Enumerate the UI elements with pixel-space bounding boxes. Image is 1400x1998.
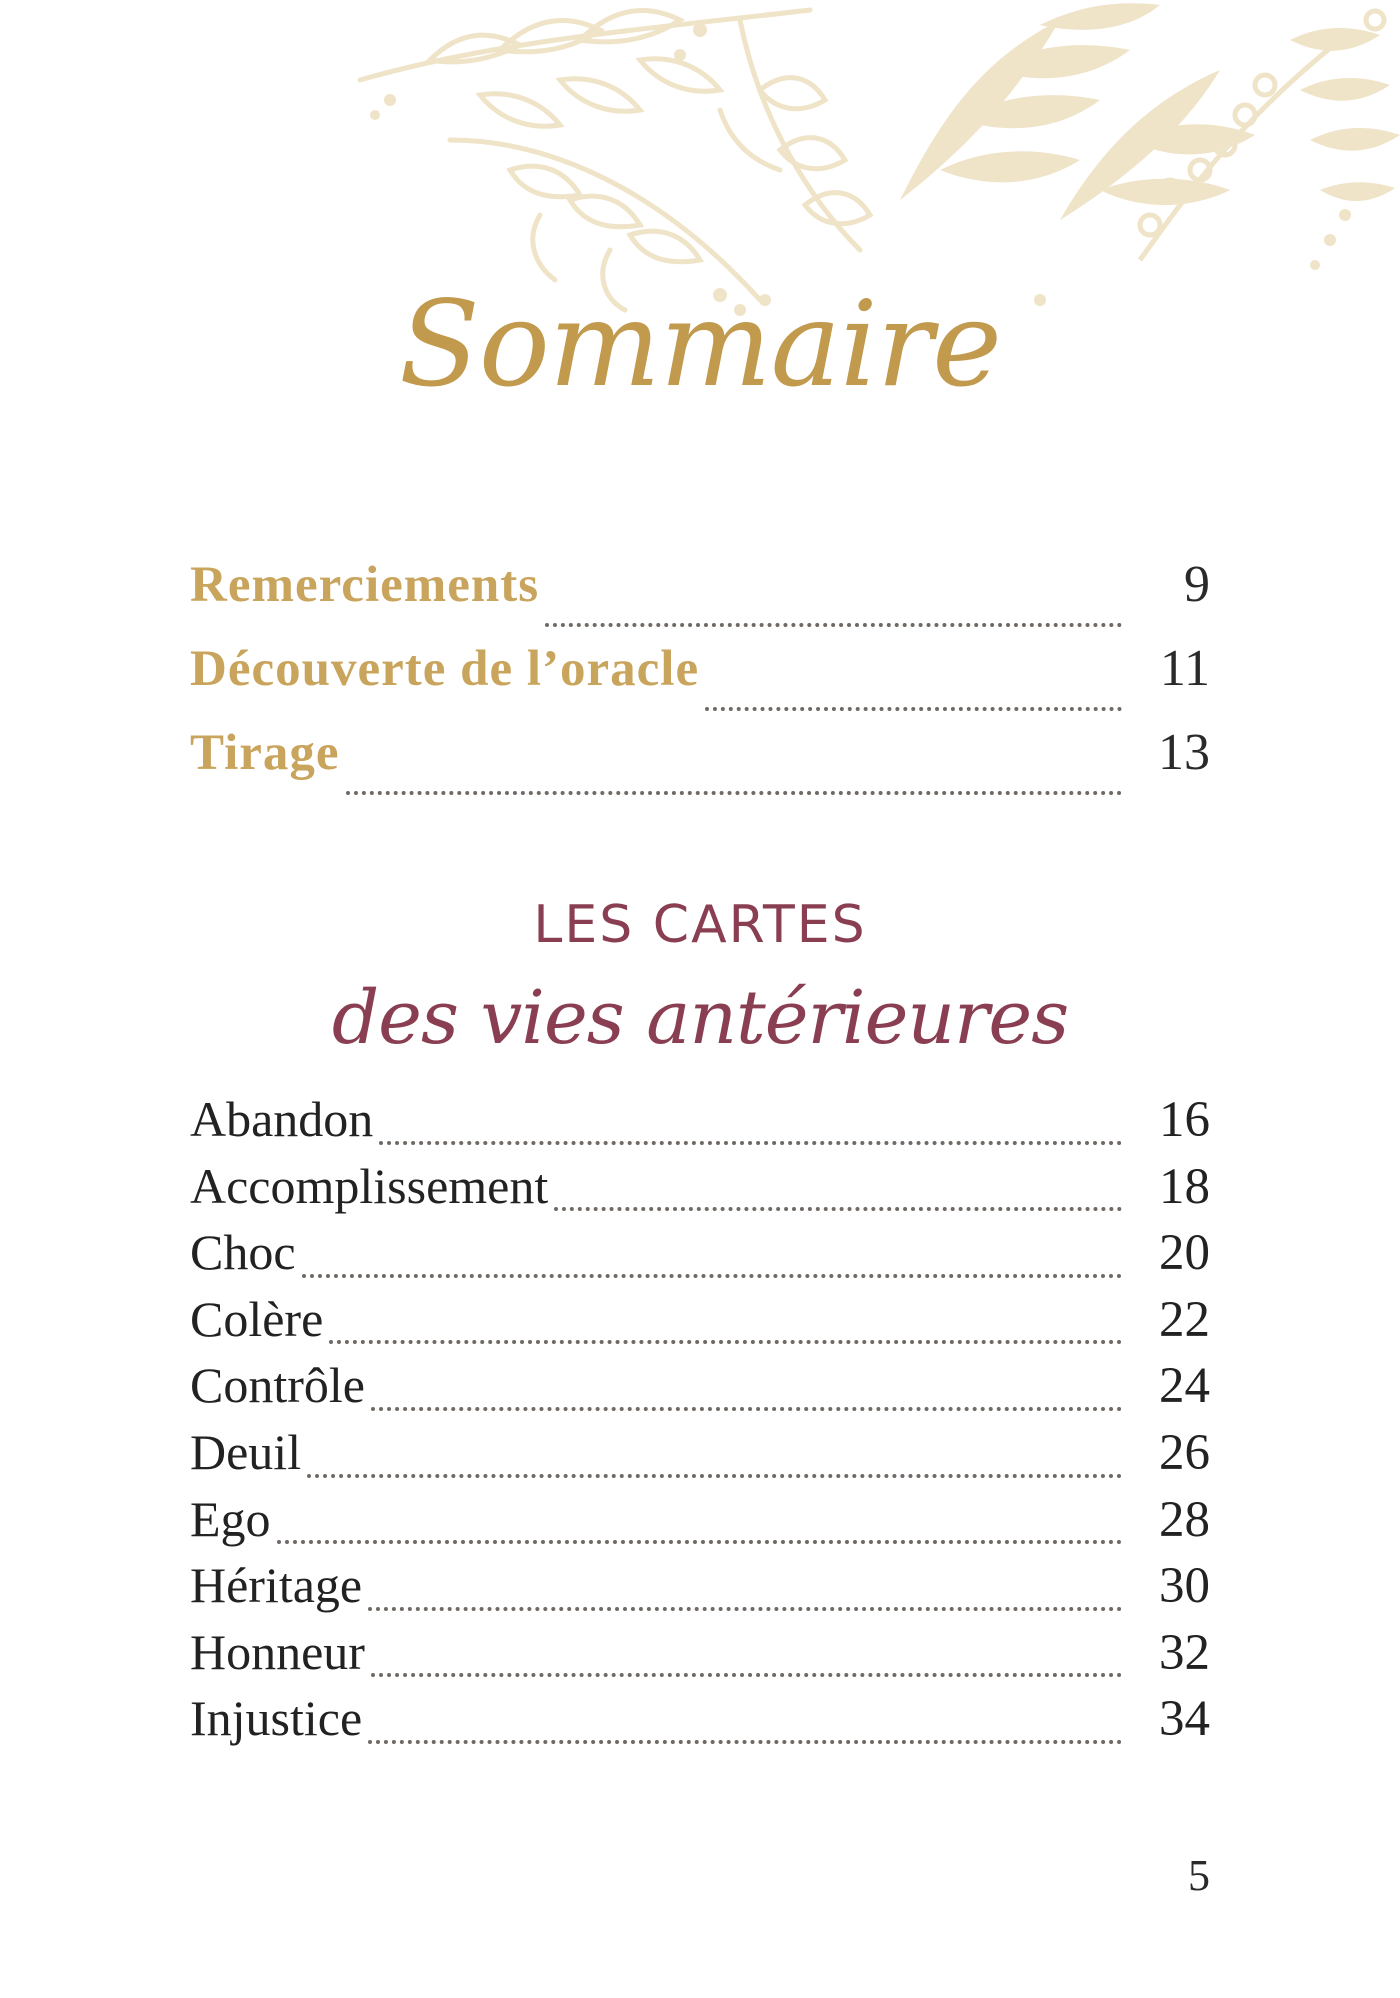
toc-row[interactable] [190,1090,1210,1157]
toc-entry-label: Honneur [190,1623,365,1680]
toc-entry-label: Tirage [190,725,340,781]
dot-leader [368,1607,1122,1611]
toc-row[interactable] [190,555,1210,639]
toc-row[interactable] [190,1556,1210,1623]
dot-leader [368,1740,1122,1744]
toc-entry-label: Injustice [190,1690,363,1747]
toc-row[interactable] [190,1356,1210,1423]
toc-entry-page: 9 [1184,556,1210,613]
page-title [0,275,1400,413]
toc-entry-label: Deuil [190,1423,302,1480]
toc-row[interactable] [190,1689,1210,1756]
toc-entry-label: Remerciements [190,557,540,613]
toc-entry-label: Contrôle [190,1357,365,1414]
toc-entry-page: 22 [1159,1291,1210,1348]
dot-leader [277,1540,1122,1544]
toc-row[interactable] [190,1423,1210,1490]
toc-entry-label: Choc [190,1224,296,1281]
toc-row[interactable] [190,1157,1210,1224]
dot-leader [379,1141,1122,1145]
section-kicker: LES CARTES [533,895,867,955]
toc-entry-label: Abandon [190,1091,374,1147]
section-title: des vies antérieures [331,975,1069,1061]
dot-leader [346,791,1122,795]
toc-row[interactable] [190,1290,1210,1357]
toc-entry-page: 24 [1159,1358,1210,1415]
toc-row[interactable] [190,723,1210,807]
toc-row[interactable] [190,639,1210,723]
toc-entry-page: 30 [1159,1558,1210,1615]
toc-cards [190,1090,1210,1756]
dot-leader [705,707,1122,711]
toc-entry-page: 32 [1159,1624,1210,1681]
toc-entry-label: Héritage [190,1557,363,1614]
dot-leader [554,1207,1122,1211]
dot-leader [302,1274,1122,1278]
toc-entry-page: 26 [1159,1424,1210,1481]
dot-leader [307,1474,1122,1478]
dot-leader [329,1340,1122,1344]
toc-entry-label: Ego [190,1490,271,1547]
toc-row[interactable] [190,1223,1210,1290]
toc-entry-page: 11 [1159,640,1210,697]
toc-entry-page: 28 [1159,1491,1210,1548]
toc-entry-label: Colère [190,1290,324,1347]
dot-leader [371,1407,1122,1411]
toc-entry-page: 18 [1159,1158,1210,1215]
title-text: Sommaire [399,275,1001,413]
dot-leader [371,1673,1122,1677]
toc-entry-label: Découverte de l’oracle [190,641,700,697]
toc-entry-page: 20 [1159,1225,1210,1282]
toc-entry-page: 34 [1159,1691,1210,1748]
dot-leader [545,623,1122,627]
toc-entry-page: 13 [1158,724,1210,781]
toc-front-matter [190,555,1210,807]
toc-entry-label: Accomplissement [190,1157,549,1214]
page-number: 5 [1188,1851,1210,1900]
toc-row[interactable] [190,1490,1210,1557]
toc-entry-page: 16 [1159,1092,1210,1148]
toc-row[interactable] [190,1623,1210,1690]
